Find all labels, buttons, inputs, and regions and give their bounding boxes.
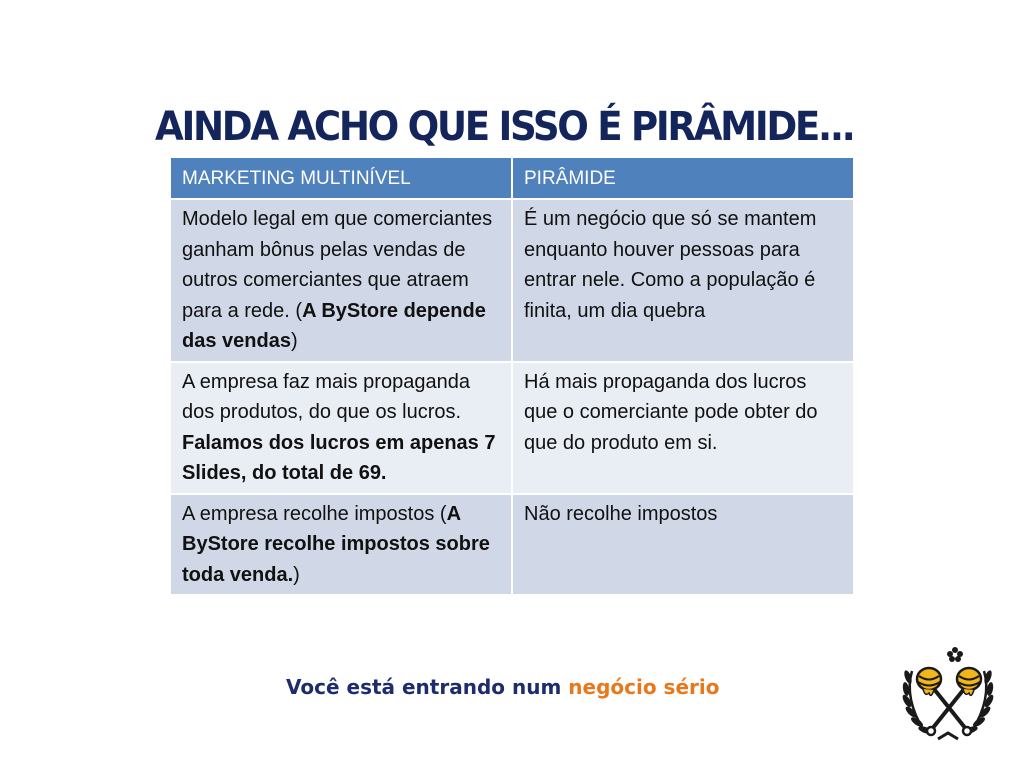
- tagline-part-2: negócio sério: [568, 675, 720, 699]
- table-cell-piramide: [513, 200, 853, 361]
- table-row: [171, 363, 853, 493]
- cell-bold-text: A ByStore depende das vendas: [182, 299, 486, 352]
- ribbon-icon: [938, 733, 958, 739]
- cell-text: Há mais propaganda dos lucros que o comerciante pode obter do que do produto em si.: [524, 370, 818, 454]
- cell-bold-text: Falamos dos lucros em apenas 7 Slides, do total de 69.: [182, 431, 496, 484]
- footer-tagline: [286, 673, 719, 701]
- cell-text: A empresa recolhe impostos (: [182, 502, 447, 525]
- crossed-honey-dippers-logo-icon: [898, 643, 998, 747]
- table-cell-mmn: [171, 200, 511, 361]
- table-header-row: [171, 158, 853, 198]
- cell-text: Modelo legal em que comerciantes ganham bônus pelas vendas de outros comerciantes que atraem para a rede. (: [182, 208, 493, 322]
- table-cell-mmn: [171, 363, 511, 493]
- table-row: [171, 200, 853, 361]
- table-row: [171, 495, 853, 595]
- cell-text-after: ): [290, 330, 298, 352]
- header-piramide: PIRÂMIDE: [513, 158, 853, 198]
- cell-bold-text: A ByStore recolhe impostos sobre toda venda.: [182, 502, 490, 586]
- comparison-table: [169, 156, 855, 596]
- flower-icon: [947, 647, 963, 662]
- table-cell-piramide: [513, 363, 853, 493]
- table-cell-piramide: [513, 495, 853, 595]
- header-marketing-multinivel: MARKETING MULTINÍVEL: [171, 158, 511, 198]
- tagline-part-1: Você está entrando num: [286, 675, 562, 699]
- table-cell-mmn: [171, 495, 511, 595]
- dipper-handles-icon: [932, 689, 966, 729]
- cell-text-after: ): [293, 563, 300, 586]
- cell-text: É um negócio que só se mantem enquanto houver pessoas para entrar nele. Como a população é finita, um dia quebra: [524, 208, 817, 322]
- cell-text: Não recolhe impostos: [524, 502, 718, 525]
- dipper-heads-icon: [917, 668, 981, 695]
- cell-text: A empresa faz mais propaganda dos produtos, do que os lucros.: [182, 370, 470, 423]
- slide-title: AINDA ACHO QUE ISSO É PIRÂMIDE...: [155, 104, 854, 150]
